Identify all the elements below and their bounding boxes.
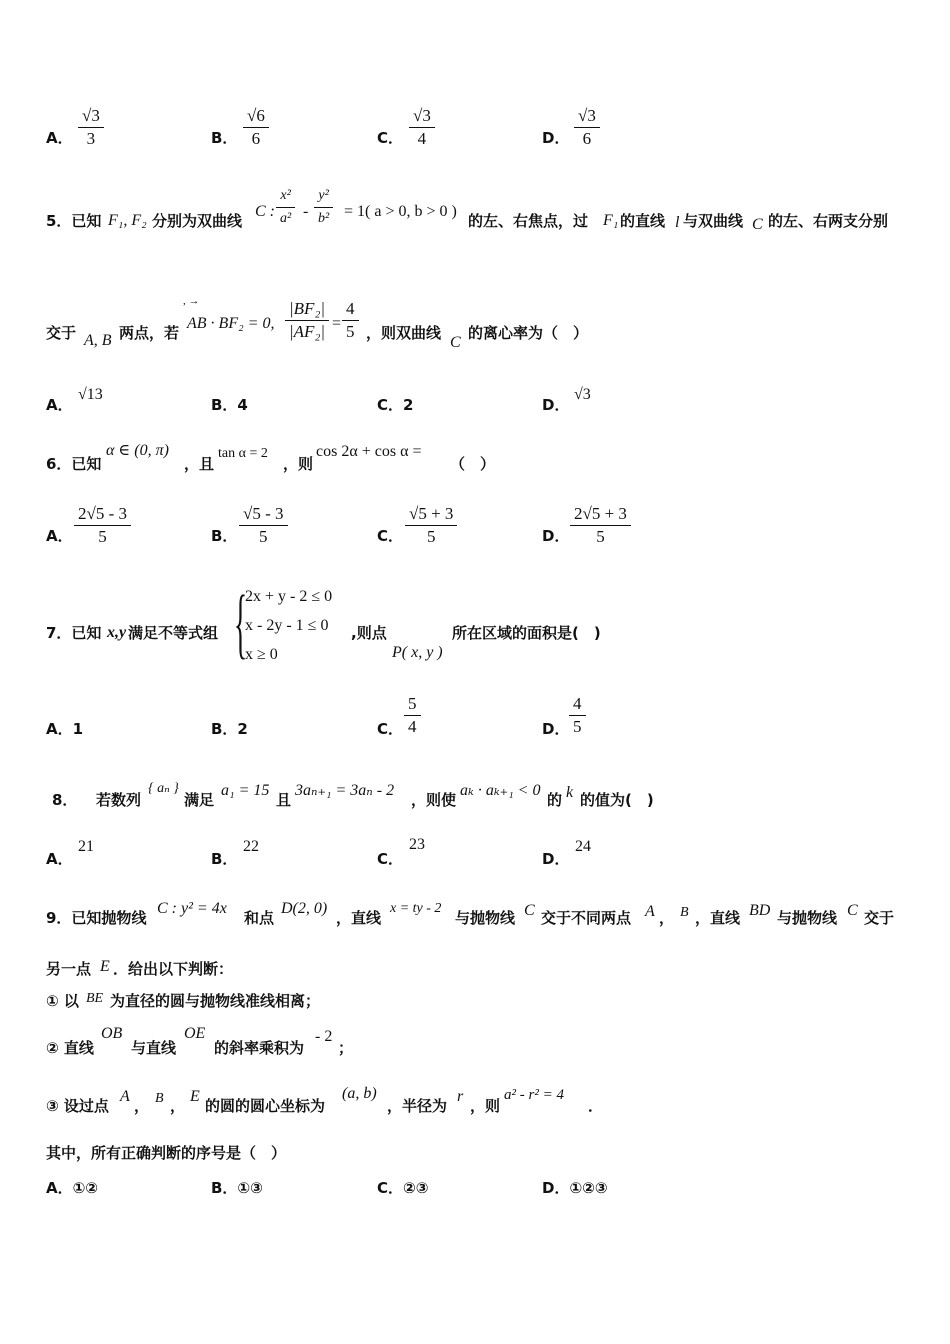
q8-option-a-value: 21 [78, 838, 94, 855]
q9-statement-2-value: - 2 [315, 1028, 333, 1045]
q9-statement-3-center: (a, b) [342, 1085, 377, 1102]
q4-option-d-label: D． [542, 129, 570, 147]
q8-text2: 满足 [184, 791, 215, 809]
q4-option-a-label: A． [46, 129, 73, 147]
q5-points-ab: A, B [84, 332, 112, 349]
q8-option-b-value: 22 [243, 838, 259, 855]
q4-option-b-label: B． [211, 129, 238, 147]
q8-cond2: 3aₙ₊₁ = 3aₙ - 2 [295, 782, 395, 799]
q5-frac-y-num: y² [314, 186, 332, 208]
q5-dot-product: AB · BF₂ = 0, [187, 315, 275, 332]
q7-d-numerator: 4 [569, 694, 586, 716]
q9-a: A [645, 903, 655, 920]
q5-text4: 与双曲线 [683, 212, 744, 230]
q6-option-a-fraction [74, 504, 131, 547]
q5-eq2: = [332, 315, 342, 332]
q6-option-b-fraction [239, 504, 288, 547]
q8-option-c-label: C． [377, 850, 404, 868]
q5-frac-x-den: a² [280, 211, 292, 226]
q7-xy: x,y [107, 624, 127, 641]
q9-text6: 与抛物线 [777, 909, 838, 927]
q4-option-c-fraction [409, 106, 435, 149]
q5-text6: 交于 [46, 324, 77, 342]
q9-statement-3-A: A [120, 1088, 130, 1105]
q5-vector-mark: , → [183, 295, 200, 307]
q5-text2: 的左、右焦点，过 [468, 212, 589, 230]
q5-f1: F₁ [603, 212, 619, 229]
q4-a-denominator: 3 [86, 129, 96, 148]
q6-c-denominator: 5 [426, 527, 436, 546]
q8-option-a-label: A． [46, 850, 73, 868]
q8-option-d-value: 24 [575, 838, 591, 855]
q7-number: 7．已知 [46, 624, 102, 642]
q7-inequality-2: x - 2y - 1 ≤ 0 [245, 617, 329, 634]
q9-statement-3-E: E [190, 1088, 200, 1105]
q7-text1: 满足不等式组 [128, 624, 219, 642]
q5-abs-ratio [285, 299, 329, 342]
q5-option-a-label: A． [46, 396, 73, 414]
q9-number: 9．已知抛物线 [46, 909, 147, 927]
q7-point-p: P( x, y ) [392, 644, 443, 661]
q5-frac-y-den: b² [318, 211, 330, 226]
q5-frac-y [314, 186, 333, 229]
q9-comma1: ， [659, 909, 675, 927]
q7-option-c-fraction [404, 694, 421, 737]
q4-d-denominator: 6 [582, 129, 592, 148]
q4-c-denominator: 4 [417, 129, 427, 148]
q5-ratio-den: 5 [346, 322, 355, 341]
q8-text1: 若数列 [96, 791, 142, 809]
q9-option-c: C．②③ [377, 1179, 429, 1197]
q6-text2: ，则 [283, 455, 314, 473]
q8-text4: ，则使 [411, 791, 457, 809]
q9-statement-3-B: B [155, 1091, 164, 1106]
q4-d-numerator: √3 [574, 106, 600, 128]
q5-option-d-label: D． [542, 396, 570, 414]
q5-option-a-value: √13 [78, 386, 103, 403]
q8-text6: 的值为( ) [580, 791, 654, 809]
q8-number: 8． [52, 791, 78, 809]
q5-c: C [752, 216, 763, 233]
q7-option-a: A．1 [46, 720, 84, 738]
q7-c-denominator: 4 [408, 717, 417, 736]
q6-d-denominator: 5 [596, 527, 605, 546]
q7-option-b: B．2 [211, 720, 248, 738]
q9-text7: 交于 [864, 909, 895, 927]
q9-statement-3-comma1: ， [134, 1097, 150, 1115]
q6-d-numerator: 2√5 + 3 [570, 504, 631, 526]
q6-expression: cos 2α + cos α = [316, 443, 422, 460]
q6-a-numerator: 2√5 - 3 [74, 504, 131, 526]
q5-abs-num: |BF₂| [285, 299, 329, 321]
q7-inequality-1: 2x + y - 2 ≤ 0 [245, 588, 333, 605]
q9-c: C [524, 902, 535, 919]
q8-k: k [566, 784, 574, 801]
q8-sequence: { aₙ } [148, 781, 179, 796]
q9-line2-a: 另一点 [46, 960, 92, 978]
q6-a-denominator: 5 [98, 527, 107, 546]
q5-ratio-num: 4 [342, 299, 359, 321]
q9-point-d: D(2, 0) [281, 900, 328, 917]
q5-frac-x [276, 186, 295, 229]
q9-option-d: D．①②③ [542, 1179, 608, 1197]
q7-text3: 所在区域的面积是( ) [452, 624, 601, 642]
q6-b-denominator: 5 [259, 527, 268, 546]
q6-option-d-fraction [570, 504, 631, 547]
q7-d-denominator: 5 [573, 717, 582, 736]
q9-statement-3-comma2: ， [170, 1097, 186, 1115]
q9-statement-2b: 与直线 [131, 1039, 177, 1057]
q9-statement-3-equation: a² - r² = 4 [504, 1087, 564, 1103]
q6-cond-tan: tan α = 2 [218, 446, 268, 461]
q7-text2: ,则点 [351, 624, 387, 642]
q9-ask: 其中，所有正确判断的序号是（ ） [46, 1144, 287, 1162]
q5-text1: 分别为双曲线 [152, 212, 243, 230]
q5-text7: 两点，若 [119, 324, 180, 342]
q8-cond1: a₁ = 15 [221, 782, 270, 799]
q5-number: 5．已知 [46, 212, 102, 230]
q9-option-b: B．①③ [211, 1179, 263, 1197]
q8-text5: 的 [547, 791, 563, 809]
q9-b: B [680, 905, 689, 920]
q9-statement-3e: ． [588, 1097, 604, 1115]
q6-option-c-fraction [405, 504, 457, 547]
q5-foci: F₁, F₂ [108, 212, 147, 229]
q9-statement-2-ob: OB [101, 1025, 123, 1042]
q9-statement-3b: 的圆的圆心坐标为 [205, 1097, 326, 1115]
q5-option-d-value: √3 [574, 386, 591, 403]
q9-text1: 和点 [244, 909, 275, 927]
q6-number: 6．已知 [46, 455, 102, 473]
q9-e: E [100, 958, 110, 975]
q6-c-numerator: √5 + 3 [405, 504, 457, 526]
q5-option-b: B．4 [211, 396, 248, 414]
q9-statement-3-r: r [457, 1088, 464, 1105]
q6-option-c-label: C． [377, 527, 404, 545]
q8-option-b-label: B． [211, 850, 238, 868]
q7-option-c-label: C． [377, 720, 404, 738]
q9-statement-2c: 的斜率乘积为 [214, 1039, 305, 1057]
q7-option-d-label: D． [542, 720, 570, 738]
q5-frac-x-num: x² [276, 186, 294, 208]
q9-c2: C [847, 902, 858, 919]
q5-curve-c: C : [255, 203, 275, 220]
q5-minus: - [303, 203, 309, 220]
q4-option-d-fraction [574, 106, 600, 149]
q9-statement-2a: ② 直线 [46, 1039, 94, 1057]
q6-option-d-label: D． [542, 527, 570, 545]
q5-text9: 的离心率为（ ） [468, 324, 589, 342]
q5-text5: 的左、右两支分别 [768, 212, 889, 230]
q9-text2: ，直线 [336, 909, 382, 927]
q7-c-numerator: 5 [404, 694, 421, 716]
q4-c-numerator: √3 [409, 106, 435, 128]
q5-abs-den: |AF₂| [289, 322, 326, 341]
q4-option-c-label: C． [377, 129, 404, 147]
q6-cond-alpha: α ∈ (0, π) [106, 442, 169, 459]
q9-statement-1b: 为直径的圆与抛物线准线相离； [110, 992, 321, 1010]
q5-line-l: l [675, 214, 680, 231]
q5-text8: ，则双曲线 [366, 324, 442, 342]
q9-line: x = ty - 2 [390, 901, 442, 916]
q8-option-d-label: D． [542, 850, 570, 868]
q6-b-numerator: √5 - 3 [239, 504, 288, 526]
q9-text3: 与抛物线 [455, 909, 516, 927]
q7-system-brace: { [234, 579, 248, 666]
q5-c2: C [450, 334, 461, 351]
q8-cond3: aₖ · aₖ₊₁ < 0 [460, 782, 541, 799]
q8-option-c-value: 23 [409, 836, 425, 853]
q9-line2-b: ．给出以下判断： [113, 960, 234, 978]
q9-statement-2-oe: OE [184, 1025, 206, 1042]
q9-statement-2d: ； [338, 1039, 354, 1057]
q5-text3: 的直线 [620, 212, 666, 230]
q9-statement-3c: ，半径为 [387, 1097, 448, 1115]
q9-parabola: C : y² = 4x [157, 900, 227, 917]
q9-statement-1-be: BE [86, 991, 104, 1006]
q5-option-c: C．2 [377, 396, 414, 414]
q8-text3: 且 [276, 791, 292, 809]
q4-b-denominator: 6 [251, 129, 261, 148]
q9-bd: BD [749, 902, 771, 919]
q4-option-a-fraction [78, 106, 104, 149]
q9-text4: 交于不同两点 [541, 909, 632, 927]
q4-b-numerator: √6 [243, 106, 269, 128]
q4-option-b-fraction [243, 106, 269, 149]
q5-equation-rest: = 1( a > 0, b > 0 ) [344, 203, 457, 220]
q6-option-a-label: A． [46, 527, 73, 545]
q6-text1: ，且 [184, 455, 215, 473]
q7-inequality-3: x ≥ 0 [245, 646, 278, 663]
q5-ratio-value [342, 299, 359, 342]
q6-text3: （ ） [450, 455, 496, 473]
q4-a-numerator: √3 [78, 106, 104, 128]
q9-statement-1a: ① 以 [46, 992, 79, 1010]
q9-statement-3d: ，则 [470, 1097, 501, 1115]
q9-option-a: A．①② [46, 1179, 99, 1197]
q7-option-d-fraction [569, 694, 586, 737]
q9-statement-3a: ③ 设过点 [46, 1097, 109, 1115]
q9-text5: ，直线 [695, 909, 741, 927]
q6-option-b-label: B． [211, 527, 238, 545]
